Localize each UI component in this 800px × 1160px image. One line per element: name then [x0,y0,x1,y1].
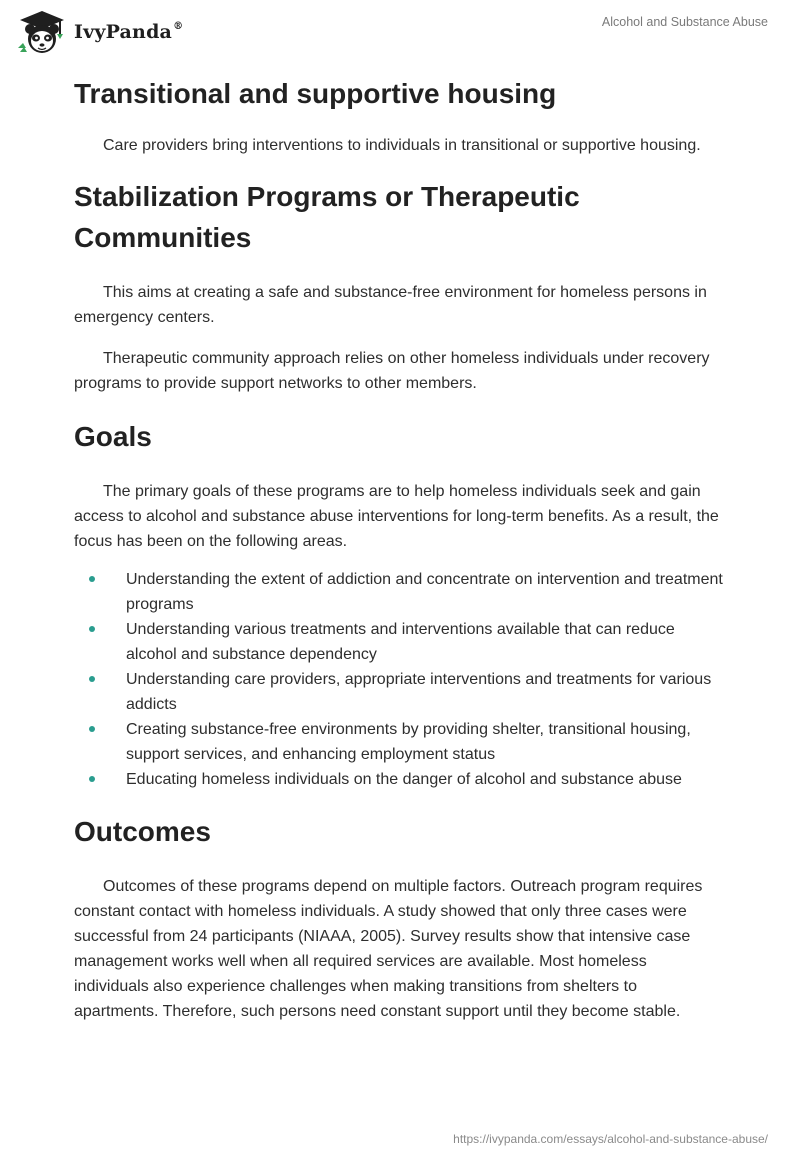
bullet-dot-icon [89,576,95,582]
brand-text: IvyPanda [74,21,173,43]
paragraph-stabilization-1: This aims at creating a safe and substance-free environment for homeless persons in emergency centers. [74,284,707,326]
list-item-text: Understanding the extent of addiction and concentrate on intervention and treatment programs [126,571,723,613]
panda-graduation-cap-icon [14,8,70,56]
paragraph-goals: The primary goals of these programs are to help homeless individuals seek and gain access to alcohol and substance abuse interventions for long-term benefits. As a result, the focus has been on the following areas. [74,483,719,550]
bullet-dot-icon [89,676,95,682]
essay-content [74,70,724,1024]
heading-housing: Transitional and supportive housing [74,78,557,109]
heading-outcomes: Outcomes [74,816,211,847]
running-title: Alcohol and Substance Abuse [601,15,768,29]
list-item-text: Understanding care providers, appropriate interventions and treatments for various addicts [126,671,712,713]
page-header [0,0,800,64]
bullet-dot-icon [89,726,95,732]
heading-goals: Goals [74,421,152,452]
brand-name [74,21,183,43]
bullet-dot-icon [89,626,95,632]
source-url[interactable]: https://ivypanda.com/essays/alcohol-and-substance-abuse/ [453,1132,768,1146]
list-item-text: Educating homeless individuals on the danger of alcohol and substance abuse [126,771,682,788]
paragraph-outcomes: Outcomes of these programs depend on multiple factors. Outreach program requires constant contact with homeless individuals. A study showed that only three cases were successful from 24 participants (NIAAA, 2005). Survey results show that intensive case management works well when all required services are available. Most homeless individuals also experience challenges when making transitions from shelters to apartments. Therefore, such persons need constant support until they become stable. [74,878,703,1020]
bullet-dot-icon [89,776,95,782]
list-item-text: Understanding various treatments and interventions available that can reduce alcohol and substance dependency [126,621,675,663]
list-item [74,617,724,667]
registered-mark: ® [173,21,184,32]
list-item [74,717,724,767]
list-item [74,767,724,792]
goals-list [74,567,724,792]
paragraph-stabilization-2: Therapeutic community approach relies on other homeless individuals under recovery programs to provide support networks to other members. [74,350,710,392]
paragraph-housing: Care providers bring interventions to individuals in transitional or supportive housing. [103,137,701,154]
list-item [74,667,724,717]
ivypanda-logo[interactable] [14,8,183,56]
heading-stabilization: Stabilization Programs or Therapeutic Communities [74,181,580,253]
list-item [74,567,724,617]
list-item-text: Creating substance-free environments by providing shelter, transitional housing, support services, and enhancing employment status [126,721,691,763]
